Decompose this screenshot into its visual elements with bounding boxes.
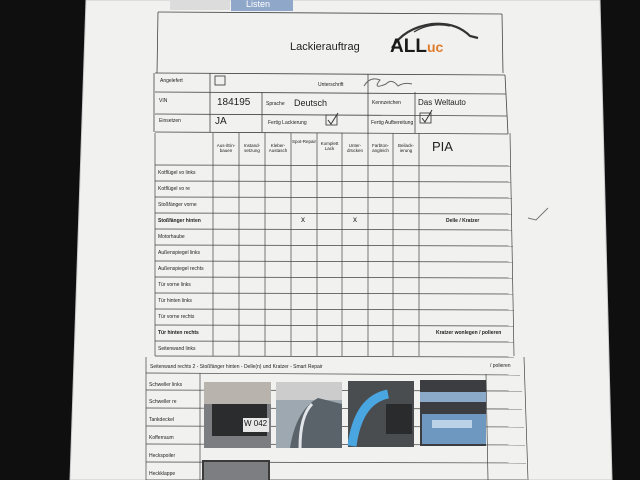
row-label: Außenspiegel links <box>158 250 200 256</box>
col-header: Spot-Repair <box>292 139 317 144</box>
lower-row-label: Schweller re <box>149 399 177 405</box>
row-label: Stoßfänger hinten <box>158 218 201 224</box>
photo-1[interactable] <box>204 382 271 448</box>
row-mark: x <box>353 215 357 224</box>
col-header: Aus-/Ein-bauen <box>216 143 236 154</box>
brand-logo-main: ALL <box>390 36 427 57</box>
col-header: Instand-setzung <box>243 143 261 154</box>
row-label: Kotflügel vo links <box>158 170 196 176</box>
photo-4[interactable] <box>420 380 486 446</box>
row-note: Kratzer wonlegen / polieren <box>436 330 502 336</box>
lower-row-label: Heckspoiler <box>149 453 176 459</box>
row-label: Außenspiegel rechts <box>158 266 204 272</box>
label-einsetzen: Einsetzen <box>159 118 181 124</box>
col-header: Unter-drücken <box>346 143 363 154</box>
label-vin: VIN <box>159 98 168 104</box>
brand-logo-accent: uc <box>426 39 444 55</box>
label-sprache: Sprache <box>266 101 285 107</box>
photo-2[interactable] <box>276 382 342 448</box>
lower-row-label: Kofferraum <box>149 435 174 441</box>
row-note: Delle / Kratzer <box>446 218 480 224</box>
label-fertig-aufbereitung: Fertig Aufbereitung <box>371 120 414 126</box>
lower-row-label: Schweller links <box>149 382 183 388</box>
row-label: Kotflügel vo re <box>158 186 190 192</box>
vin-value: 184195 <box>217 97 251 108</box>
brand-logo <box>390 37 443 56</box>
row-label: Tür hinten links <box>158 298 192 304</box>
license-plate-text: W 042 <box>244 419 268 428</box>
row-label: Stoßfänger vorne <box>158 202 197 208</box>
photo-3[interactable] <box>348 381 414 447</box>
col-header: Kleber-Austasch <box>268 143 288 154</box>
row-label: Tür hinten rechts <box>158 330 199 336</box>
einsetzen-value: JA <box>215 116 227 127</box>
damage-description-note: / polieren <box>490 363 511 369</box>
col-header: Beilack-ierung <box>397 143 414 154</box>
col-header: Komplett Lack <box>320 141 339 152</box>
col-header-pia: PIA <box>432 139 453 154</box>
label-kennzeichen: Kennzeichen <box>372 100 401 106</box>
label-fertig-lackierung: Fertig Lackierung <box>268 120 307 126</box>
row-label: Seitenwand links <box>158 346 196 352</box>
kennzeichen-value: Das Weltauto <box>418 98 466 107</box>
label-angelefert: Angelefert <box>160 78 183 84</box>
damage-description: Seitenwand rechts 2 - Stoßfänger hinten - Delle(n) und Kratzer - Smart Repair <box>150 364 323 370</box>
tab-listen-label[interactable]: Listen <box>246 0 271 9</box>
form-title: Lackierauftrag <box>290 41 360 53</box>
col-header: Farbton-angleich <box>371 143 389 154</box>
sprache-value: Deutsch <box>294 98 328 108</box>
row-mark: x <box>301 215 305 224</box>
row-label: Tür vorne links <box>158 282 191 288</box>
row-label: Tür vorne rechts <box>158 314 195 320</box>
label-unterschrift: Unterschrift <box>318 82 344 88</box>
row-label: Motorhaube <box>158 234 185 240</box>
lower-row-label: Heckklappe <box>149 471 176 477</box>
lower-row-label: Tankdeckel <box>149 417 175 423</box>
